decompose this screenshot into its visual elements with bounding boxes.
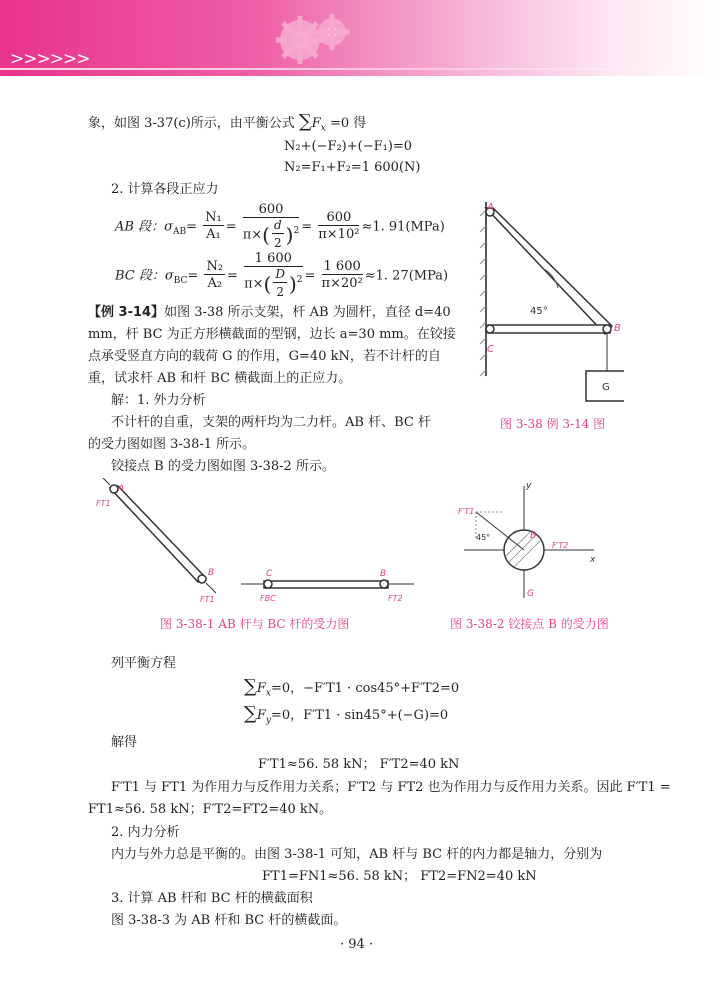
- sum-fy-equation: $\sum F_y=0$，F′T1 · sin45°+(−G)=0: [244, 703, 449, 726]
- fig-338-label-a: A: [487, 202, 494, 213]
- svg-text:B: B: [208, 568, 215, 578]
- svg-text:A: A: [118, 484, 125, 494]
- svg-text:FT2: FT2: [388, 594, 403, 603]
- caption-fig-3-38-2: 图 3-38-2 铰接点 B 的受力图: [450, 617, 609, 631]
- fig-338-angle: 45°: [530, 306, 548, 317]
- figure-3-38-1: [96, 478, 426, 608]
- header-line: [0, 68, 721, 70]
- formula-ab: AB 段：$\sigma_{AB}=$ $\frac{\text{N₁}}{\text{A₁}}$ = 600 π×( $\frac{d}{2}$ )$^2$ = $\frac{600}{\text{π×10²}}$ ≈1. 91(MPa): [115, 202, 445, 250]
- step-2-heading: 2. 计算各段正应力: [111, 182, 219, 197]
- sum-fx-equation: $\sum F_x=0$，−F′T1 · cos45°+F′T2=0: [244, 676, 460, 699]
- equation-1: N₂+(−F₂)+(−F₁)=0: [284, 139, 413, 154]
- header-banner: [0, 0, 721, 76]
- svg-text:y: y: [526, 481, 532, 491]
- svg-text:F′T2: F′T2: [552, 541, 569, 550]
- chevron-icons: >>>>>>: [10, 49, 90, 69]
- eq-list-heading: 列平衡方程: [111, 656, 177, 671]
- svg-text:C: C: [266, 569, 273, 579]
- figure-3-38-2: [454, 478, 604, 608]
- page-number: · 94 ·: [340, 937, 374, 952]
- svg-text:FBC: FBC: [260, 594, 276, 603]
- equation-2: N₂=F₁+F₂=1 600(N): [284, 160, 421, 175]
- figure-3-38: [476, 198, 624, 404]
- last-line: 图 3-38-3 为 AB 杆和 BC 杆的横截面。: [111, 913, 347, 928]
- para-2: 铰接点 B 的受力图如图 3-38-2 所示。: [111, 459, 335, 474]
- formula-bc: BC 段：$\sigma_{BC}=$ $\frac{\text{N₂}}{\text{A₂}}$ = 1 600 π×( $\frac{D}{2}$ )$^2$ = $\frac{1 600}{\text{π×20²}}$ ≈1. 27(MPa): [115, 251, 449, 299]
- svg-text:FT1: FT1: [200, 595, 215, 604]
- svg-text:B: B: [380, 569, 387, 579]
- para-1b: 的受力图如图 3-38-1 所示。: [88, 437, 256, 452]
- svg-text:G: G: [527, 589, 534, 599]
- caption-fig-3-38: 图 3-38 例 3-14 图: [500, 417, 606, 431]
- svg-text:FT1: FT1: [96, 499, 111, 508]
- relation-line-1: F′T1 与 FT1 为作用力与反作用力关系；F′T2 与 FT2 也为作用力与反作用力关系。因此 F′T1 =: [111, 780, 671, 795]
- svg-text:x: x: [590, 555, 596, 565]
- step-internal-heading: 2. 内力分析: [111, 825, 180, 840]
- svg-text:F′T1: F′T1: [458, 507, 475, 516]
- example-line-1: 【例 3-14】如图 3-38 所示支架，杆 AB 为圆杆，直径 d=40: [88, 305, 451, 320]
- example-line-2: mm，杆 BC 为正方形横截面的型钢，边长 a=30 mm。在铰接: [88, 327, 456, 342]
- fig-338-label-b: B: [614, 323, 621, 334]
- relation-line-2: FT1≈56. 58 kN；F′T2=FT2=40 kN。: [88, 802, 333, 817]
- svg-text:B: B: [530, 531, 537, 541]
- gear-icon: [270, 8, 360, 68]
- para-1a: 不计杆的自重，支架的两杆均为二力杆。AB 杆、BC 杆: [111, 415, 431, 430]
- result-line: F′T1≈56. 58 kN； F′T2=40 kN: [258, 757, 460, 772]
- internal-line-2: FT1=FN1≈56. 58 kN； FT2=FN2=40 kN: [262, 869, 537, 884]
- solution-1: 解：1. 外力分析: [111, 393, 206, 408]
- fig-338-label-c: C: [487, 344, 494, 355]
- caption-fig-3-38-1: 图 3-38-1 AB 杆与 BC 杆的受力图: [160, 617, 350, 631]
- svg-text:45°: 45°: [476, 533, 491, 542]
- solve-heading: 解得: [111, 735, 138, 750]
- fig-338-label-g: G: [602, 382, 610, 393]
- internal-line-1: 内力与外力总是平衡的。由图 3-38-1 可知，AB 杆与 BC 杆的内力都是轴力，分别为: [111, 847, 603, 862]
- text-line-1: 象，如图 3-37(c)所示，由平衡公式 $\sum F_x =0$ 得: [88, 111, 367, 134]
- step-3-heading: 3. 计算 AB 杆和 BC 杆的横截面积: [111, 891, 313, 906]
- example-line-4: 重，试求杆 AB 和杆 BC 横截面上的正应力。: [88, 371, 352, 386]
- example-line-3: 点承受竖直方向的载荷 G 的作用，G=40 kN，若不计杆的自: [88, 349, 441, 364]
